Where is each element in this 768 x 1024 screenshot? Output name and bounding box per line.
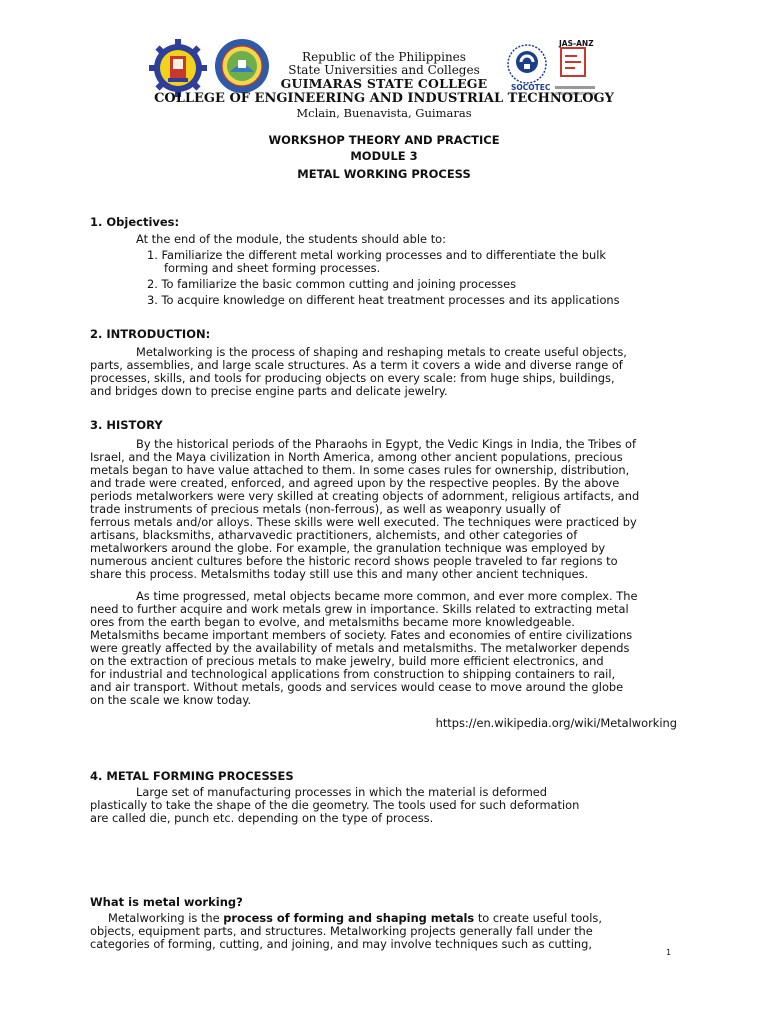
doc-title-course: WORKSHOP THEORY AND PRACTICE — [268, 133, 500, 147]
history-line: metals began to have value attached to them. In some cases rules for ownership, distribution, — [90, 463, 630, 477]
what-heading: What is metal working? — [90, 895, 243, 909]
header-address: Mclain, Buenavista, Guimaras — [296, 106, 472, 120]
objectives-heading: 1. Objectives: — [90, 215, 180, 229]
history-line: By the historical periods of the Pharaohs in Egypt, the Vedic Kings in India, the Tribes of — [136, 437, 637, 451]
forming-line: are called die, punch etc. depending on the type of process. — [90, 811, 434, 825]
objective-item: 1. Familiarize the different metal working processes and to differentiate the bulk — [147, 248, 607, 262]
history-source-link[interactable]: https://en.wikipedia.org/wiki/Metalworking — [435, 716, 677, 730]
forming-heading: 4. METAL FORMING PROCESSES — [90, 769, 294, 783]
history-line: numerous ancient cultures before the historic record shows people traveled to far regions to — [90, 554, 618, 568]
introduction-line: processes, skills, and tools for producing objects on every scale: from huge ships, buildings, — [90, 371, 615, 385]
history-line: Metalsmiths became important members of society. Fates and economies of entire civilizations — [90, 628, 633, 642]
history-line: share this process. Metalsmiths today still use this and many other ancient techniques. — [90, 567, 589, 581]
history-line: were greatly affected by the availability of metals and metalsmiths. The metalworker depends — [90, 641, 630, 655]
introduction-heading: 2. INTRODUCTION: — [90, 327, 211, 341]
objective-item: 2. To familiarize the basic common cutting and joining processes — [147, 277, 517, 291]
history-line: and trade were created, enforced, and agreed upon by the respective peoples. By the above — [90, 476, 620, 490]
objective-item: forming and sheet forming processes. — [164, 261, 381, 275]
history-line: Israel, and the Maya civilization in North America, among other ancient populations, precious — [90, 450, 623, 464]
doc-title-module: MODULE 3 — [350, 149, 418, 163]
history-heading: 3. HISTORY — [90, 418, 163, 432]
svg-text:SOCOTEC: SOCOTEC — [511, 83, 551, 92]
history-line: for industrial and technological applications from construction to shipping containers to rail, — [90, 667, 616, 681]
page-number: 1 — [666, 948, 672, 957]
introduction-line: Metalworking is the process of shaping and reshaping metals to create useful objects, — [136, 345, 627, 359]
history-line: ferrous metals and/or alloys. These skills were well executed. The techniques were practiced by — [90, 515, 637, 529]
history-line: and air transport. Without metals, goods and services would cease to move around the globe — [90, 680, 624, 694]
history-line: ores from the earth began to evolve, and metalsmiths became more knowledgeable. — [90, 615, 575, 629]
what-line: objects, equipment parts, and structures. Metalworking projects generally fall under the — [90, 924, 593, 938]
header-republic: Republic of the Philippines — [302, 50, 466, 64]
objectives-intro: At the end of the module, the students should able to: — [136, 232, 446, 246]
history-line: periods metalworkers were very skilled at creating objects of adornment, religious artifacts, and — [90, 489, 640, 503]
history-line: trade instruments of precious metals (non-ferrous), as well as weaponry usually of — [90, 502, 561, 516]
history-line: need to further acquire and work metals grew in importance. Skills related to extracting metal — [90, 602, 629, 616]
what-line-start: Metalworking is the — [108, 911, 224, 925]
history-line: on the extraction of precious metals to make jewelry, build more efficient electronics, and — [90, 654, 604, 668]
doc-title-topic: METAL WORKING PROCESS — [297, 167, 471, 181]
header-department: COLLEGE OF ENGINEERING AND INDUSTRIAL TECHNOLOGY — [154, 91, 614, 106]
header-suc: State Universities and Colleges — [288, 63, 480, 77]
what-line-bold: process of forming and shaping metals — [223, 911, 475, 925]
forming-line: plastically to take the shape of the die geometry. The tools used for such deformation — [90, 798, 580, 812]
what-line-end: to create useful tools, — [474, 911, 602, 925]
svg-text:JAS-ANZ: JAS-ANZ — [559, 39, 594, 48]
forming-line: Large set of manufacturing processes in which the material is deformed — [136, 785, 548, 799]
history-line: As time progressed, metal objects became more common, and ever more complex. The — [136, 589, 638, 603]
history-line: metalworkers around the globe. For example, the granulation technique was employed by — [90, 541, 606, 555]
what-line: categories of forming, cutting, and joining, and may involve techniques such as cutting, — [90, 937, 592, 951]
history-line: artisans, blacksmiths, atharvavedic practitioners, alchemists, and other categories of — [90, 528, 578, 542]
header-college-name: GUIMARAS STATE COLLEGE — [280, 76, 488, 91]
objective-item: 3. To acquire knowledge on different heat treatment processes and its applications — [147, 293, 620, 307]
introduction-line: and bridges down to precise engine parts and delicate jewelry. — [90, 384, 448, 398]
introduction-line: parts, assemblies, and large scale structures. As a term it covers a wide and diverse range of — [90, 358, 623, 372]
history-line: on the scale we know today. — [90, 693, 252, 707]
